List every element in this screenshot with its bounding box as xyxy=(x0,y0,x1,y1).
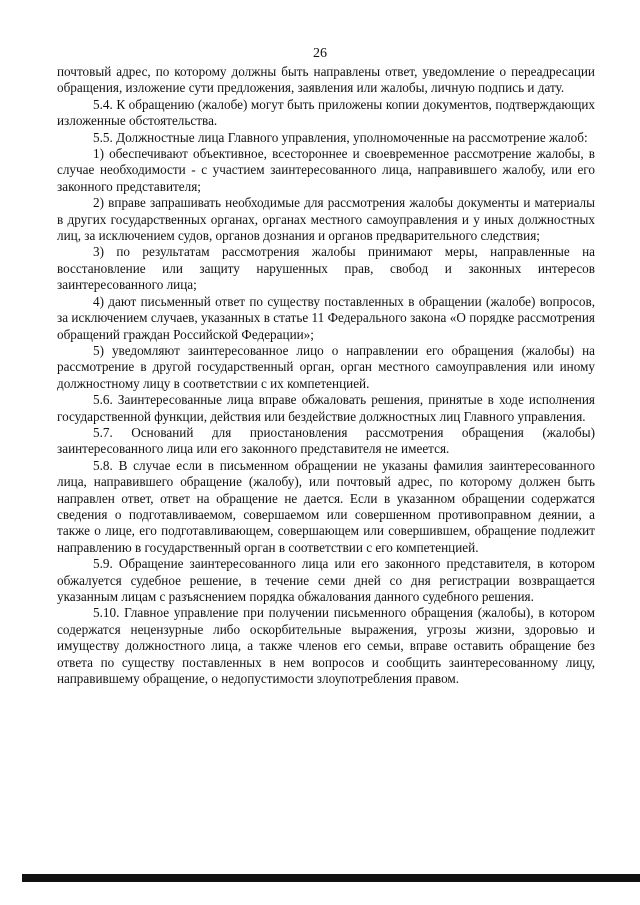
list-item-2: 2) вправе запрашивать необходимые для рассмотрения жалобы документы и материалы в других государственных органах, органах местного самоуправления и у иных должностных лиц, за исключением судов, органов дознания и органов предварительного следствия; xyxy=(57,195,595,244)
paragraph-5-10: 5.10. Главное управление при получении письменного обращения (жалобы), в котором содержатся нецензурные либо оскорбительные выражения, угрозы жизни, здоровью и имуществу должностного лица, а также членов его семьи, вправе оставить обращение без ответа по существу поставленных в нем вопросов и сообщить заинтересованному лицу, направившему обращение, о недопустимости злоупотребления правом. xyxy=(57,605,595,687)
list-item-4: 4) дают письменный ответ по существу поставленных в обращении (жалобе) вопросов, за исключением случаев, указанных в статье 11 Федерального закона «О порядке рассмотрения обращений граждан Российской Федерации»; xyxy=(57,293,595,342)
list-item-3: 3) по результатам рассмотрения жалобы принимают меры, направленные на восстановление или защиту нарушенных прав, свобод и законных интересов заинтересованного лица; xyxy=(57,244,595,293)
paragraph-continuation: почтовый адрес, по которому должны быть направлены ответ, уведомление о переадресации обращения, изложение сути предложения, заявления или жалобы, личную подпись и дату. xyxy=(57,64,595,96)
list-item-1: 1) обеспечивают объективное, всестороннее и своевременное рассмотрение жалобы, в случае необходимости - с участием заинтересованного лица, направившего жалобу, или его законного представителя; xyxy=(57,146,595,194)
paragraph-5-4: 5.4. К обращению (жалобе) могут быть приложены копии документов, подтверждающих изложенные обстоятельства. xyxy=(57,96,595,129)
paragraph-5-8: 5.8. В случае если в письменном обращении не указаны фамилия заинтересованного лица, направившего обращение (жалобу), или почтовый адрес, по которому должен быть направлен ответ, ответ на обращение не дается. Если в указанном обращении содержатся сведения о подготавливаемом, совершаемом или совершенном противоправном деянии, а также о лице, его подготавливающем, совершающем или совершившем, обращение подлежит направлению в государственный орган в соответствии с его компетенцией. xyxy=(57,457,595,555)
list-item-5: 5) уведомляют заинтересованное лицо о направлении его обращения (жалобы) на рассмотрение в другой государственный орган, орган местного самоуправления или иному должностному лицу в соответствии с их компетенцией. xyxy=(57,342,595,391)
paragraph-5-7: 5.7. Оснований для приостановления рассмотрения обращения (жалобы) заинтересованного лица или его законного представителя не имеется. xyxy=(57,424,595,457)
paragraph-5-5: 5.5. Должностные лица Главного управления, уполномоченные на рассмотрение жалоб: xyxy=(93,129,588,145)
scan-edge-bar xyxy=(22,874,640,882)
document-body xyxy=(57,64,595,687)
paragraph-5-9: 5.9. Обращение заинтересованного лица или его законного представителя, в котором обжалуется судебное решение, в течение семи дней со дня регистрации возвращается указанным лицам с разъяснением порядка обжалования данного судебного решения. xyxy=(57,556,595,604)
page-number: 26 xyxy=(313,46,327,61)
paragraph-5-6: 5.6. Заинтересованные лица вправе обжаловать решения, принятые в ходе исполнения государственной функции, действия или бездействие должностных лиц Главного управления. xyxy=(57,392,595,424)
